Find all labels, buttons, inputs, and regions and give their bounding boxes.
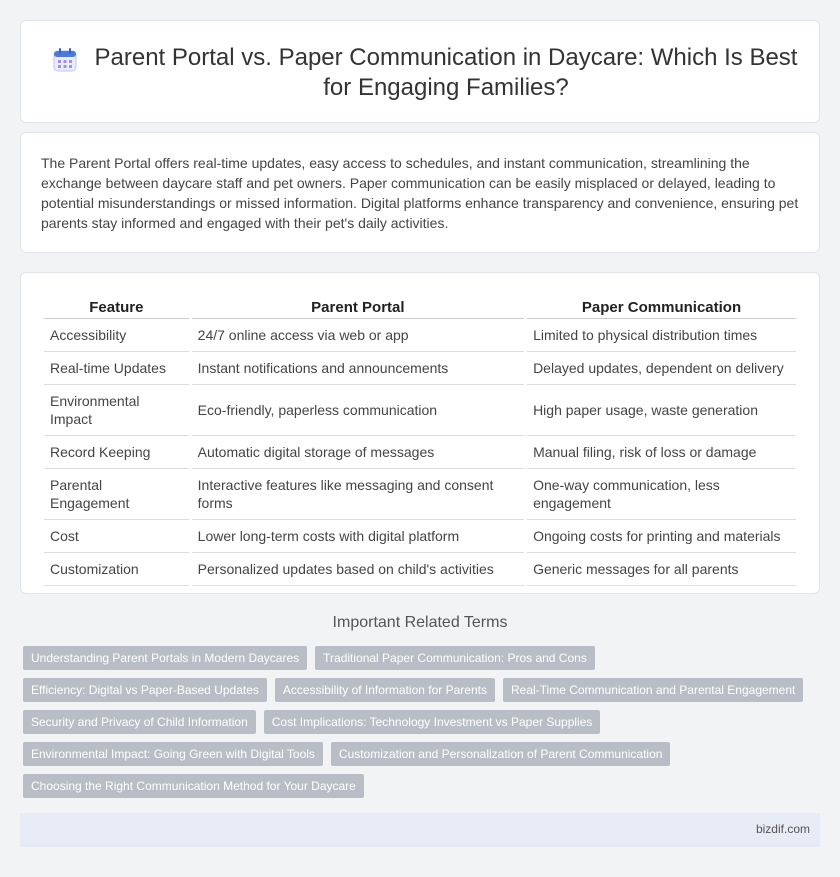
page-title: Parent Portal vs. Paper Communication in Daycare: Which Is Best for Engaging Families? — [94, 44, 798, 101]
feature-cell: Record Keeping — [44, 436, 189, 469]
parent-portal-cell: Personalized updates based on child's activities — [192, 553, 524, 586]
footer — [20, 813, 820, 847]
table-row — [44, 436, 796, 469]
parent-portal-cell: Instant notifications and announcements — [192, 352, 524, 385]
feature-cell: Customization — [44, 553, 189, 586]
paper-communication-cell: One-way communication, less engagement — [527, 469, 796, 520]
related-term-tag[interactable]: Efficiency: Digital vs Paper-Based Updates — [23, 678, 267, 702]
paper-communication-cell: Manual filing, risk of loss or damage — [527, 436, 796, 469]
footer-site-link[interactable]: bizdif.com — [755, 822, 810, 836]
table-row — [44, 553, 796, 586]
related-term-tag[interactable]: Security and Privacy of Child Information — [23, 710, 256, 734]
related-term-tag[interactable]: Choosing the Right Communication Method for Your Daycare — [23, 774, 364, 798]
table-row — [44, 385, 796, 436]
related-term-tag[interactable]: Understanding Parent Portals in Modern Daycares — [23, 646, 307, 670]
feature-cell: Accessibility — [44, 319, 189, 352]
feature-cell: Real-time Updates — [44, 352, 189, 385]
table-row — [44, 520, 796, 553]
paper-communication-cell: Ongoing costs for printing and materials — [527, 520, 796, 553]
parent-portal-cell: 24/7 online access via web or app — [192, 319, 524, 352]
parent-portal-cell: Lower long-term costs with digital platform — [192, 520, 524, 553]
parent-portal-cell: Eco-friendly, paperless communication — [192, 385, 524, 436]
calendar-icon — [52, 47, 78, 73]
paper-communication-cell: Generic messages for all parents — [527, 553, 796, 586]
intro-paragraph: The Parent Portal offers real-time updates, easy access to schedules, and instant communication, streamlining the exchange between daycare staff and pet owners. Paper communication can be easily misplaced or delayed, leading to potential misunderstandings or missed information. Digital platforms enhance transparency and convenience, ensuring pet parents stay informed and engaged with their pet's daily activities. — [41, 155, 799, 231]
parent-portal-cell: Interactive features like messaging and consent forms — [192, 469, 524, 520]
related-term-tag[interactable]: Customization and Personalization of Parent Communication — [331, 742, 671, 766]
table-header-row — [44, 297, 796, 319]
related-term-tag[interactable]: Real-Time Communication and Parental Engagement — [503, 678, 803, 702]
comparison-card — [20, 272, 820, 594]
table-row — [44, 469, 796, 520]
parent-portal-cell: Automatic digital storage of messages — [192, 436, 524, 469]
related-terms-list — [23, 646, 813, 798]
column-header-paper-communication: Paper Communication — [527, 297, 796, 319]
feature-cell: Parental Engagement — [44, 469, 189, 520]
paper-communication-cell: Delayed updates, dependent on delivery — [527, 352, 796, 385]
column-header-parent-portal: Parent Portal — [192, 297, 524, 319]
title-card — [20, 20, 820, 123]
paper-communication-cell: Limited to physical distribution times — [527, 319, 796, 352]
comparison-table — [41, 297, 799, 586]
related-term-tag[interactable]: Traditional Paper Communication: Pros and Cons — [315, 646, 595, 670]
related-term-tag[interactable]: Environmental Impact: Going Green with Digital Tools — [23, 742, 323, 766]
paper-communication-cell: High paper usage, waste generation — [527, 385, 796, 436]
feature-cell: Cost — [44, 520, 189, 553]
related-terms-heading: Important Related Terms — [332, 614, 508, 631]
related-term-tag[interactable]: Accessibility of Information for Parents — [275, 678, 495, 702]
intro-card — [20, 132, 820, 253]
column-header-feature: Feature — [44, 297, 189, 319]
related-term-tag[interactable]: Cost Implications: Technology Investment vs Paper Supplies — [264, 710, 601, 734]
table-row — [44, 319, 796, 352]
feature-cell: Environmental Impact — [44, 385, 189, 436]
table-row — [44, 352, 796, 385]
